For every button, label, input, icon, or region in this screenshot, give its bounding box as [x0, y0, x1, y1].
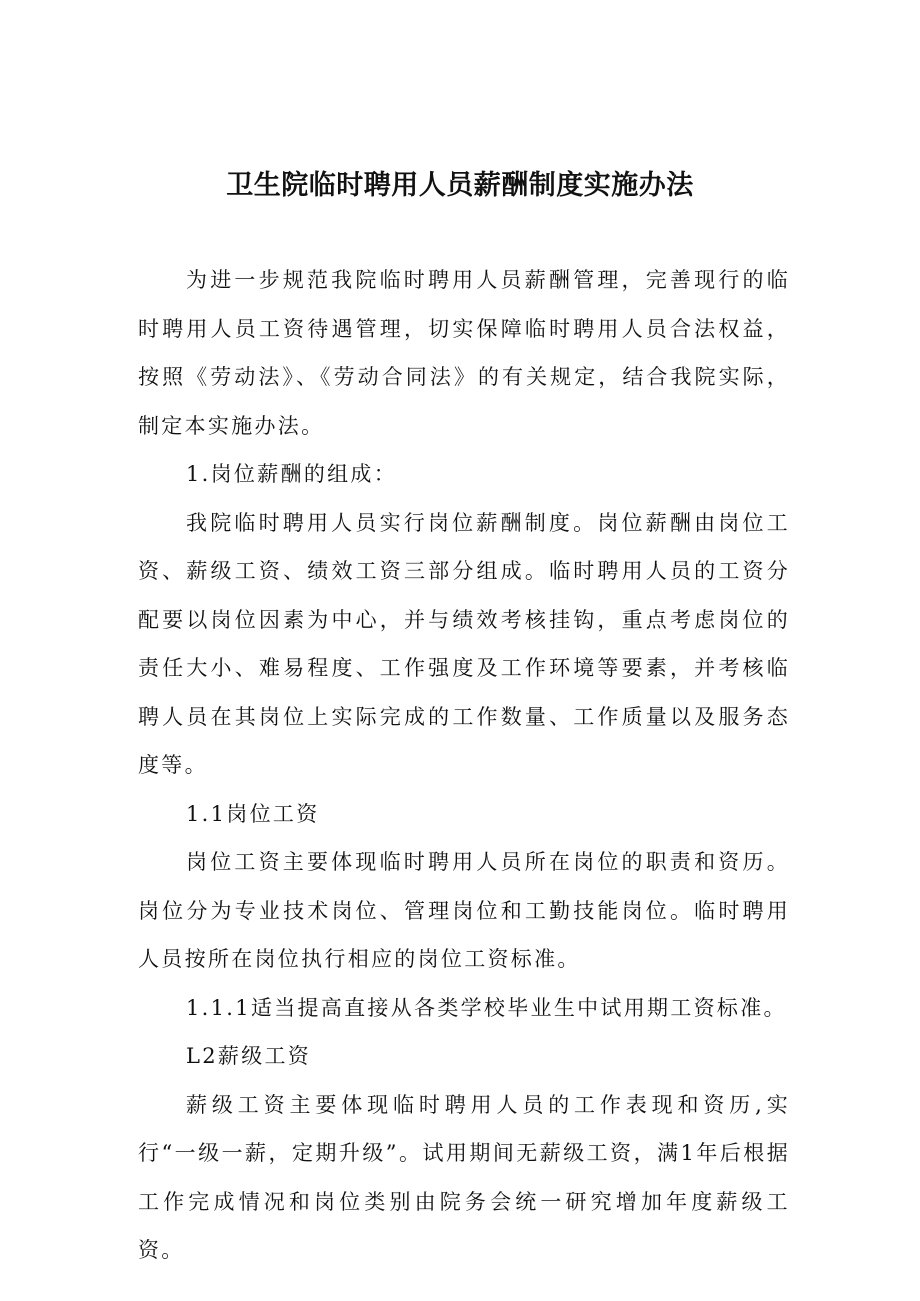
section-heading-1-1: 1.1岗位工资 — [186, 801, 320, 826]
section-1-paragraph: 我院临时聘用人员实行岗位薪酬制度。岗位薪酬由岗位工资、薪级工资、绩效工资三部分组成。临时聘用人员的工资分配要以岗位因素为中心，并与绩效考核挂钩，重点考虑岗位的责任大小、难易程度、工作强度及工作环境等要素，并考核临聘人员在其岗位上实际完成的工作数量、工作质量以及服务态度等。 — [138, 510, 790, 777]
section-1-2-paragraph: 薪级工资主要体现临时聘用人员的工作表现和资历,实行“一级一薪，定期升级”。试用期间无薪级工资，满1年后根据工作完成情况和岗位类别由院务会统一研究增加年度薪级工资。 — [138, 1092, 790, 1262]
section-1-1-paragraph: 岗位工资主要体现临时聘用人员所在岗位的职责和资历。岗位分为专业技术岗位、管理岗位和工勤技能岗位。临时聘用人员按所在岗位执行相应的岗位工资标准。 — [138, 850, 790, 971]
section-heading-1-2: L2薪级工资 — [186, 1044, 312, 1068]
document-title: 卫生院临时聘用人员薪酬制度实施办法 — [226, 170, 694, 201]
section-1-1-1-paragraph: 1.1.1适当提高直接从各类学校毕业生中试用期工资标准。 — [186, 995, 787, 1020]
section-heading-1: 1.岗位薪酬的组成： — [186, 462, 398, 486]
document-body — [138, 256, 790, 1275]
intro-paragraph: 为进一步规范我院临时聘用人员薪酬管理，完善现行的临时聘用人员工资待遇管理，切实保障临时聘用人员合法权益，按照《劳动法》、《劳动合同法》的有关规定，结合我院实际，制定本实施办法。 — [138, 268, 790, 438]
